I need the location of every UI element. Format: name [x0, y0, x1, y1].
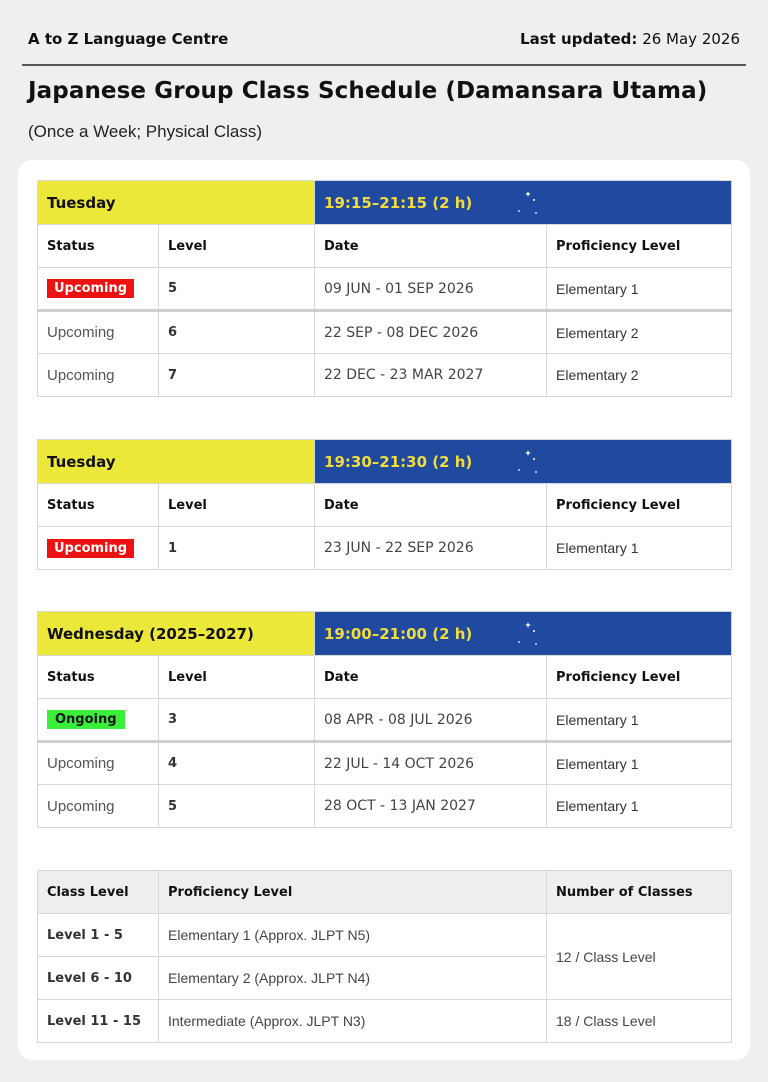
proficiency-cell: Elementary 1	[547, 785, 732, 828]
date-cell: 22 SEP - 08 DEC 2026	[315, 311, 547, 354]
level-cell: 7	[159, 354, 315, 397]
time-label: 19:30–21:30 (2 h)	[324, 452, 473, 471]
classes-count-cell: 18 / Class Level	[547, 1000, 732, 1043]
proficiency-cell: Elementary 1	[547, 268, 732, 311]
time-label: 19:15–21:15 (2 h)	[324, 193, 473, 212]
table-row	[38, 742, 732, 785]
proficiency-cell: Elementary 1	[547, 742, 732, 785]
table-row	[38, 354, 732, 397]
level-cell: 6	[159, 311, 315, 354]
date-cell: 28 OCT - 13 JAN 2027	[315, 785, 547, 828]
moon-stars-icon	[513, 190, 539, 216]
col-level: Level	[159, 656, 315, 699]
col-proficiency: Proficiency Level	[547, 484, 732, 527]
brand-name: A to Z Language Centre	[28, 30, 229, 48]
col-date: Date	[315, 484, 547, 527]
level-cell: 5	[159, 268, 315, 311]
col-proficiency: Proficiency Level	[547, 225, 732, 268]
status-text: Upcoming	[38, 742, 159, 785]
time-header	[315, 612, 732, 656]
proficiency-cell: Intermediate (Approx. JLPT N3)	[159, 1000, 547, 1043]
last-updated	[520, 30, 740, 48]
status-text: Upcoming	[38, 785, 159, 828]
level-cell: 5	[159, 785, 315, 828]
class-level-cell: Level 1 - 5	[38, 914, 159, 957]
proficiency-cell: Elementary 1	[547, 527, 732, 570]
classes-count-cell: 12 / Class Level	[547, 914, 732, 1000]
status-badge: Upcoming	[47, 279, 134, 298]
col-level: Level	[159, 225, 315, 268]
table-row	[38, 527, 732, 570]
status-badge: Upcoming	[47, 539, 134, 558]
proficiency-cell: Elementary 2 (Approx. JLPT N4)	[159, 957, 547, 1000]
status-badge: Ongoing	[47, 710, 125, 729]
proficiency-cell: Elementary 2	[547, 354, 732, 397]
col-status: Status	[38, 656, 159, 699]
class-level-cell: Level 6 - 10	[38, 957, 159, 1000]
time-header	[315, 181, 732, 225]
moon-stars-icon	[513, 449, 539, 475]
col-proficiency-level: Proficiency Level	[159, 871, 547, 914]
day-header: Tuesday	[38, 181, 315, 225]
date-cell: 22 JUL - 14 OCT 2026	[315, 742, 547, 785]
col-class-level: Class Level	[38, 871, 159, 914]
col-date: Date	[315, 225, 547, 268]
date-cell: 09 JUN - 01 SEP 2026	[315, 268, 547, 311]
day-header: Tuesday	[38, 440, 315, 484]
table-row	[38, 914, 732, 957]
last-updated-value: 26 May 2026	[642, 30, 740, 48]
schedule-table-2	[37, 439, 732, 570]
table-row	[38, 311, 732, 354]
page-title: Japanese Group Class Schedule (Damansara Utama)	[28, 78, 708, 104]
class-level-cell: Level 11 - 15	[38, 1000, 159, 1043]
header-divider	[22, 64, 746, 66]
proficiency-cell: Elementary 1	[547, 699, 732, 742]
table-row	[38, 785, 732, 828]
table-row	[38, 1000, 732, 1043]
col-date: Date	[315, 656, 547, 699]
col-level: Level	[159, 484, 315, 527]
top-bar	[28, 26, 740, 52]
last-updated-label: Last updated:	[520, 30, 638, 48]
page-subtitle: (Once a Week; Physical Class)	[28, 122, 262, 141]
level-cell: 4	[159, 742, 315, 785]
level-summary-table	[37, 870, 732, 1043]
level-cell: 1	[159, 527, 315, 570]
time-header	[315, 440, 732, 484]
schedule-table-3	[37, 611, 732, 828]
table-row	[38, 268, 732, 311]
col-number-of-classes: Number of Classes	[547, 871, 732, 914]
proficiency-cell: Elementary 2	[547, 311, 732, 354]
col-status: Status	[38, 225, 159, 268]
level-cell: 3	[159, 699, 315, 742]
col-status: Status	[38, 484, 159, 527]
status-text: Upcoming	[38, 354, 159, 397]
table-row	[38, 699, 732, 742]
schedule-table-1	[37, 180, 732, 397]
proficiency-cell: Elementary 1 (Approx. JLPT N5)	[159, 914, 547, 957]
date-cell: 08 APR - 08 JUL 2026	[315, 699, 547, 742]
time-label: 19:00–21:00 (2 h)	[324, 624, 473, 643]
moon-stars-icon	[513, 621, 539, 647]
date-cell: 22 DEC - 23 MAR 2027	[315, 354, 547, 397]
col-proficiency: Proficiency Level	[547, 656, 732, 699]
date-cell: 23 JUN - 22 SEP 2026	[315, 527, 547, 570]
status-text: Upcoming	[38, 311, 159, 354]
day-header: Wednesday (2025–2027)	[38, 612, 315, 656]
